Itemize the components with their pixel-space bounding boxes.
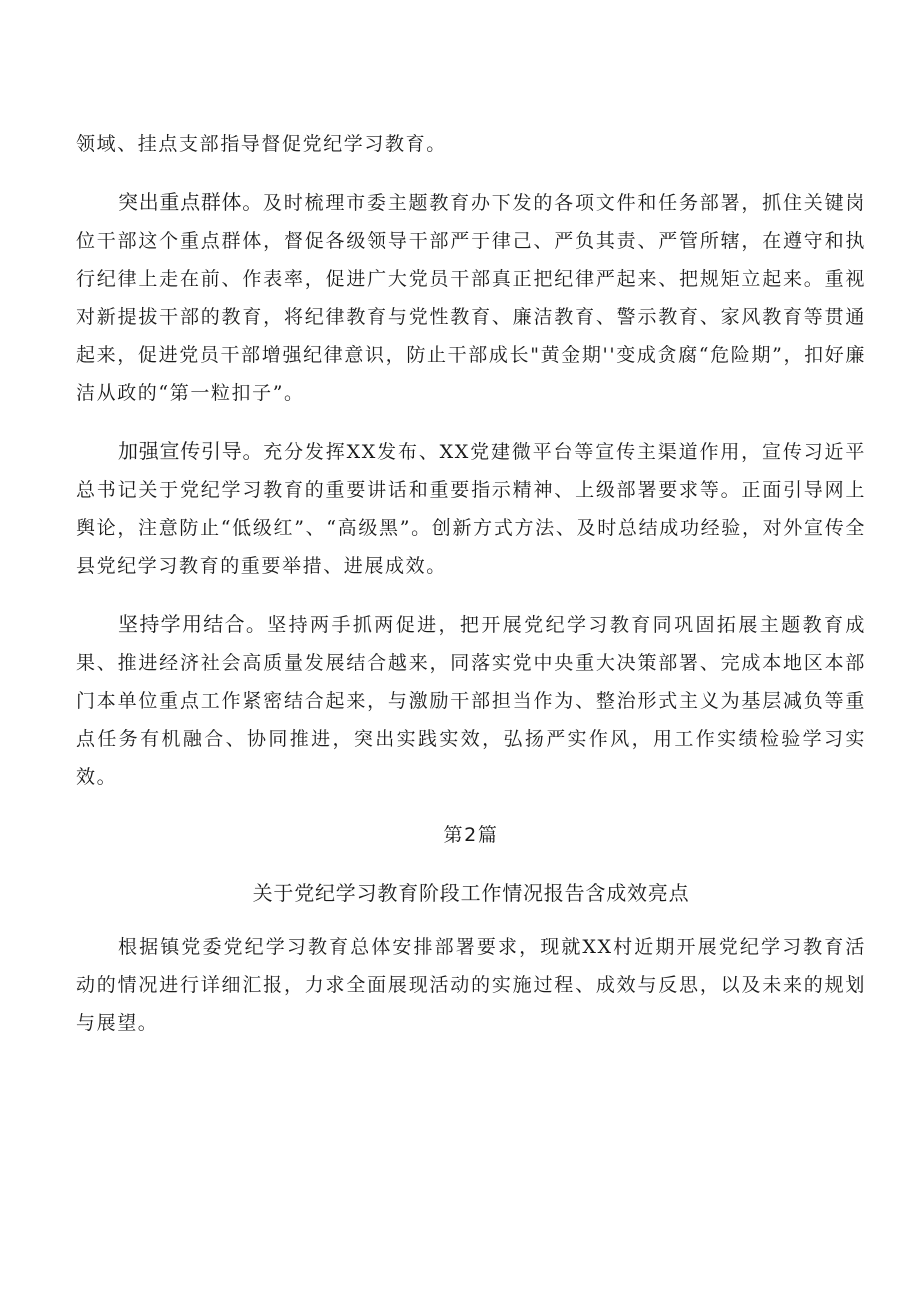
paragraph-body: 充分发挥XX发布、XX党建微平台等宣传主渠道作用，宣传习近平总书记关于党纪学习教育的重要讲话和重要指示精神、上级部署要求等。正面引导网上舆论，注意防止“低级红”、“高级黑”。创新方式方法、及时总结成功经验，对外宣传全县党纪学习教育的重要举措、进展成效。 [76,441,867,577]
document-page [76,125,866,1042]
paragraph-body: 及时梳理市委主题教育办下发的各项文件和任务部署，抓住关键岗位干部这个重点群体，督促各级领导干部严于律己、严负其责、严管所辖，在遵守和执行纪律上走在前、作表率，促进广大党员干部真正把纪律严起来、把规矩立起来。重视对新提拔干部的教育，将纪律教育与党性教育、廉洁教育、警示教育、家风教育等贯通起来，促进党员干部增强纪律意识，防止干部成长"黄金期''变成贪腐“危险期”，扣好廉洁从政的“第一粒扣子”。 [76,192,866,404]
paragraph-key-groups [76,183,866,412]
paragraph-heading: 坚持学用结合。 [118,612,268,636]
paragraph-learning-application [76,605,866,796]
paragraph-heading: 加强宣传引导。 [118,439,264,463]
document-title: 关于党纪学习教育阶段工作情况报告含成效亮点 [252,881,690,905]
paragraph-continuation: 领域、挂点支部指导督促党纪学习教育。 [76,133,447,155]
paragraph-heading: 突出重点群体。 [118,190,263,214]
section-label: 第2篇 [443,824,499,846]
paragraph-publicity [76,432,866,585]
paragraph-intro: 根据镇党委党纪学习教育总体安排部署要求，现就XX村近期开展党纪学习教育活动的情况进行详细汇报，力求全面展现活动的实施过程、成效与反思，以及未来的规划与展望。 [76,936,866,1034]
paragraph-body: 坚持两手抓两促进，把开展党纪学习教育同巩固拓展主题教育成果、推进经济社会高质量发展结合越来，同落实党中央重大决策部署、完成本地区本部门本单位重点工作紧密结合起来，与激励干部担当作为、整治形式主义为基层减负等重点任务有机融合、协同推进，突出实践实效，弘扬严实作风，用工作实绩检验学习实效。 [76,614,866,788]
